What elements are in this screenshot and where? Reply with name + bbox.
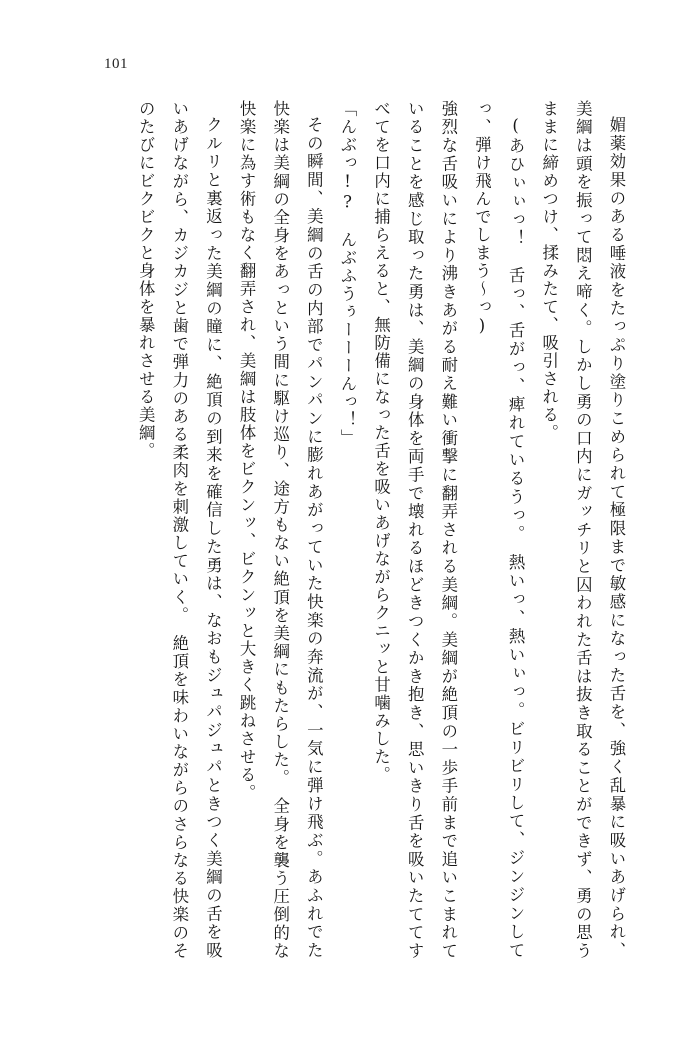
paragraph: (あひぃぃっ！ 舌っ、舌がっ、痺れているうっ。 熱いっ、熱いぃっ。ビリビリして、ジンジンしてっ、弾け飛んでしまう〜っ) <box>472 100 526 960</box>
page-number: 101 <box>104 56 128 72</box>
page-body-text <box>72 100 633 960</box>
paragraph: 「んぶっ!? んぶふうぅーーーんっ！」 <box>338 100 357 448</box>
paragraph: その瞬間、美綱の舌の内部でパンパンに膨れあがっていた快楽の奔流が、一気に弾け飛ぶ。あふれでた快楽は美綱の全身をあっという間に駆け巡り、途方もない絶頂を美綱にもたらした。 全身を襲う圧倒的な快楽に為す術もなく翻弄され、美綱は肢体をビクンッ、ビクンッと大きく跳ねさせる。 <box>237 100 324 960</box>
paragraph: 強烈な舌吸いにより沸きあがる耐え難い衝撃に翻弄される美綱。美綱が絶頂の一歩手前まで追いこまれていることを感じ取った勇は、美綱の身体を両手で壊れるほどきつくかき抱き、思いきり舌を吸いたててすべてを口内に捕らえると、無防備になった舌を吸いあげながらクニッと甘噛みした。 <box>371 100 458 960</box>
paragraph: 媚薬効果のある唾液をたっぷり塗りこめられて極限まで敏感になった舌を、強く乱暴に吸いあげられ、美綱は頭を振って悶え啼く。しかし勇の口内にガッチリと囚われた舌は抜き取ることができず、勇の思うままに締めつけ、揉みたて、吸引される。 <box>539 100 626 960</box>
paragraph: クルリと裏返った美綱の瞳に、絶頂の到来を確信した勇は、なおもジュパジュパときつく美綱の舌を吸いあげながら、カジカジと歯で弾力のある柔肉を刺激していく。 絶頂を味わいながらのさらなる快楽のそのたびにビクビクと身体を暴れさせる美綱。 <box>136 100 223 960</box>
